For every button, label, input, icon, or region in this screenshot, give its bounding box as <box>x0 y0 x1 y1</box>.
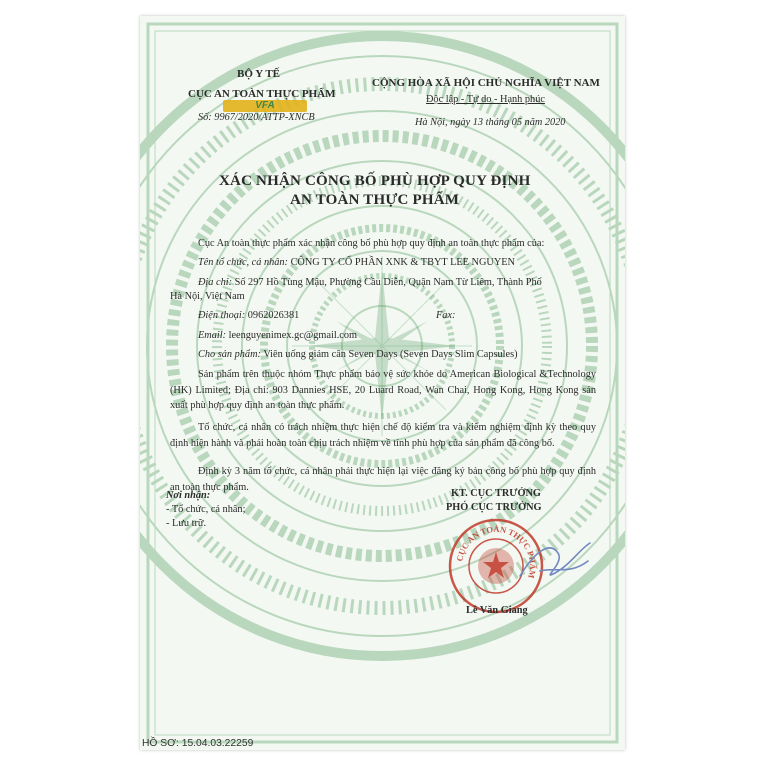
email-value: leenguyenimex.gc@gmail.com <box>228 330 358 341</box>
place-and-date: Hà Nội, ngày 13 tháng 05 năm 2020 <box>415 117 566 128</box>
phone-label: Điện thoại: <box>198 310 246 321</box>
national-motto: Độc lập - Tự do - Hạnh phúc <box>426 94 545 105</box>
recipients-title: Nơi nhận: <box>166 490 211 501</box>
product-row <box>198 349 518 360</box>
fax-label: Fax: <box>436 310 456 321</box>
recipient-item: - Tổ chức, cá nhân; <box>166 504 246 515</box>
document-title-line-2: AN TOÀN THỰC PHẨM <box>290 192 460 208</box>
signature-role-2: PHÓ CỤC TRƯỞNG <box>446 502 542 513</box>
department-name: CỤC AN TOÀN THỰC PHẨM <box>188 88 336 100</box>
product-value: Viên uống giảm cân Seven Days (Seven Days Slim Capsules) <box>263 349 518 360</box>
intro-text: Cục An toàn thực phẩm xác nhận công bố phù hợp quy định an toàn thực phẩm của: <box>198 238 545 249</box>
phone-value: 0962026381 <box>247 310 300 321</box>
organization-value: CÔNG TY CỔ PHẦN XNK & TBYT LEE NGUYEN <box>290 257 515 268</box>
paragraph-responsibility: Tổ chức, cá nhân có trách nhiệm thực hiện chế độ kiểm tra và kiểm nghiệm định kỳ theo quy định hiện hành và phải hoàn toàn chịu trách nhiệm về tính phù hợp của sản phẩm đã công bố. <box>170 422 596 449</box>
product-label: Cho sản phẩm: <box>198 349 261 360</box>
svg-text:CỤC AN TOÀN THỰC PHẨM: CỤC AN TOÀN THỰC PHẨM <box>454 523 539 580</box>
country-name: CỘNG HÒA XÃ HỘI CHỦ NGHĨA VIỆT NAM <box>372 77 600 89</box>
vfa-logo: VFA <box>223 100 307 112</box>
organization-row <box>198 257 515 268</box>
paragraph-renewal: Định kỳ 3 năm tổ chức, cá nhân phải thực hiện lại việc đăng ký bản công bố phù hợp quy định an toàn thực phẩm. <box>170 466 596 493</box>
handwritten-signature <box>510 531 600 591</box>
signatory-name: Lê Văn Giang <box>466 605 528 616</box>
address-row <box>198 277 542 288</box>
paragraph-manufacturer: Sản phẩm trên thuộc nhóm Thực phẩm bảo vệ sức khỏe do American Biological &Technology (HK) Limited; Địa chỉ: 903 Dannies HSE, 20 Luard Road, Wan Chai, Hong Kong, Hong Kong sản xuất phù hợp quy định an toàn thực phẩm. <box>170 369 596 411</box>
address-value-line-1: Số 297 Hồ Tùng Mậu, Phường Cầu Diễn, Quận Nam Từ Liêm, Thành Phố <box>234 277 542 288</box>
email-row <box>198 330 357 341</box>
record-number: HỒ SƠ: 15.04.03.22259 <box>142 738 254 749</box>
recipient-item: - Lưu trữ. <box>166 518 207 529</box>
phone-row <box>198 310 299 321</box>
document-number: Số: 9967/2020/ATTP-XNCB <box>198 112 315 123</box>
signature-role-1: KT. CỤC TRƯỞNG <box>451 488 541 499</box>
ministry-name: BỘ Y TẾ <box>237 68 280 80</box>
email-label: Email: <box>198 330 227 341</box>
certificate-document <box>140 16 625 750</box>
address-label: Địa chỉ: <box>198 277 233 288</box>
document-title-line-1: XÁC NHẬN CÔNG BỐ PHÙ HỢP QUY ĐỊNH <box>219 173 531 189</box>
organization-label: Tên tổ chức, cá nhân: <box>198 257 288 268</box>
address-value-line-2: Hà Nội, Việt Nam <box>170 291 245 302</box>
